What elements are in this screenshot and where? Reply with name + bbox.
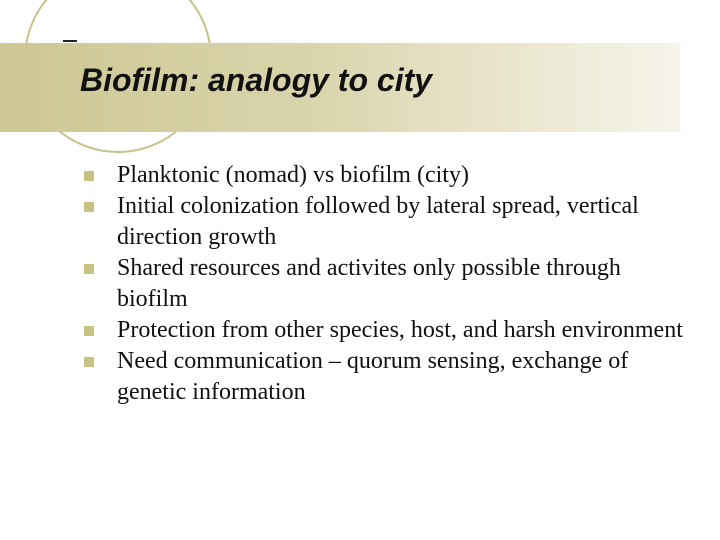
- decorative-dash: [63, 40, 77, 42]
- bullet-item: [84, 160, 684, 191]
- bullet-item: [84, 346, 684, 408]
- square-bullet-icon: [84, 264, 94, 274]
- bullet-item: [84, 191, 684, 253]
- bullet-item: [84, 253, 684, 315]
- bullet-text: Planktonic (nomad) vs biofilm (city): [117, 162, 469, 188]
- bullet-text: Shared resources and activites only possible through biofilm: [117, 255, 621, 312]
- square-bullet-icon: [84, 326, 94, 336]
- square-bullet-icon: [84, 202, 94, 212]
- bullet-item: [84, 315, 684, 346]
- bullet-text: Need communication – quorum sensing, exchange of genetic information: [117, 348, 629, 405]
- bullet-text: Protection from other species, host, and harsh environment: [117, 317, 683, 343]
- slide-title: Biofilm: analogy to city: [80, 62, 433, 98]
- square-bullet-icon: [84, 357, 94, 367]
- bullet-text: Initial colonization followed by lateral spread, vertical direction growth: [117, 193, 639, 250]
- bullet-list: [84, 160, 684, 408]
- square-bullet-icon: [84, 171, 94, 181]
